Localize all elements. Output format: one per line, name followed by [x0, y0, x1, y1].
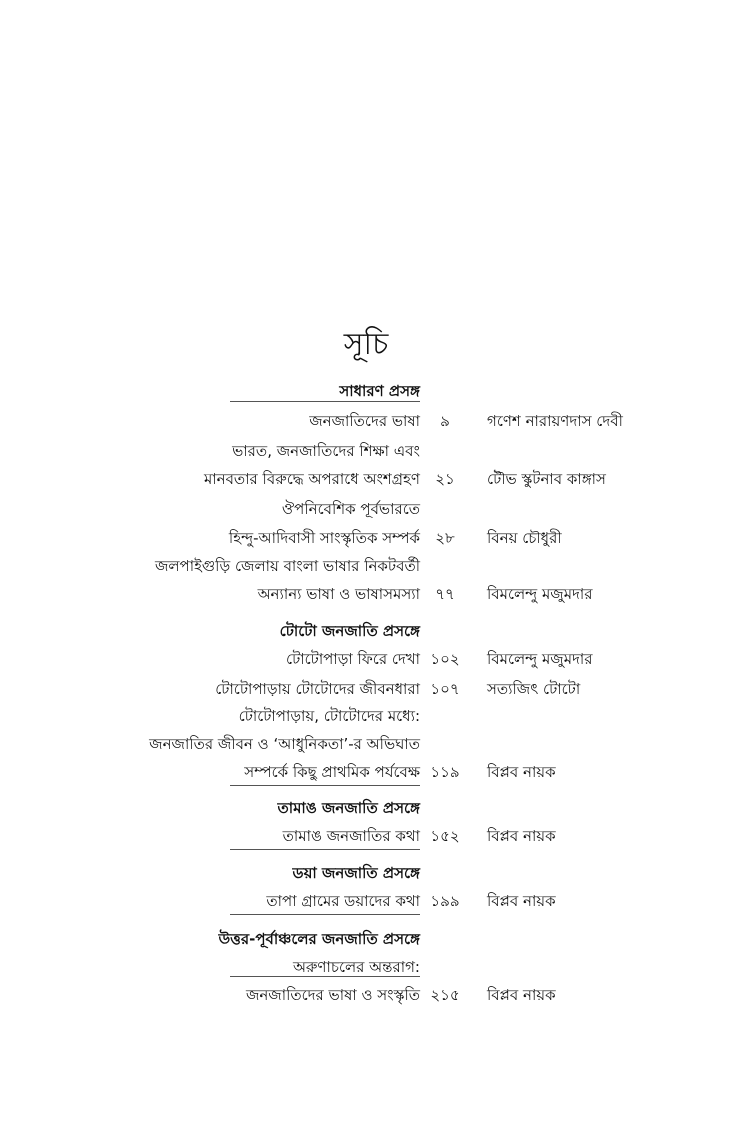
- toc-heading: সূচি: [343, 327, 389, 362]
- toc-section-heading: তামাঙ জনজাতি প্রসঙ্গে: [277, 799, 420, 817]
- toc-author: বিপ্লব নায়ক: [487, 827, 556, 845]
- toc-page-number: ২১৫: [430, 986, 460, 1004]
- section-divider: [230, 849, 420, 850]
- section-divider: [230, 914, 420, 915]
- toc-entry-title: হিন্দু-আদিবাসী সাংস্কৃতিক সম্পর্ক: [228, 529, 420, 547]
- toc-entry-title: ঔপনিবেশিক পূর্বভারতে: [281, 500, 420, 518]
- toc-page-number: ১০৭: [430, 680, 460, 698]
- toc-page-number: ১০২: [430, 650, 460, 668]
- toc-entry-title: মানবতার বিরুদ্ধে অপরাধে অংশগ্রহণ: [203, 470, 420, 488]
- toc-section-heading: উত্তর-পূর্বাঞ্চলের জনজাতি প্রসঙ্গে: [218, 930, 420, 948]
- toc-section-heading: ডয়া জনজাতি প্রসঙ্গে: [292, 864, 420, 882]
- toc-entry-title: টোটোপাড়া ফিরে দেখা: [286, 650, 420, 668]
- toc-author: বিপ্লব নায়ক: [487, 892, 556, 910]
- toc-author: গণেশ নারায়ণদাস দেবী: [487, 412, 623, 430]
- toc-author: বিনয় চৌধুরী: [487, 529, 562, 547]
- toc-entry-title: টোটোপাড়ায়, টোটোদের মধ্যে:: [238, 707, 420, 725]
- toc-entry-title: সম্পর্কে কিছু প্রাথমিক পর্যবেক্ষ: [244, 763, 420, 781]
- toc-author: বিমলেন্দু মজুমদার: [487, 650, 593, 668]
- toc-author: টৌভ স্কুটনাব কাঙ্গাস: [487, 470, 606, 488]
- toc-entry-title: টোটোপাড়ায় টোটোদের জীবনধারা: [215, 680, 420, 698]
- toc-entry-title: জনজাতিদের ভাষা ও সংস্কৃতি: [245, 986, 420, 1004]
- toc-entry-title: তাপা গ্রামের ডয়াদের কথা: [266, 892, 420, 910]
- toc-entry-title: জনজাতিদের ভাষা: [309, 412, 420, 430]
- toc-entry-title: ভারত, জনজাতিদের শিক্ষা এবং: [232, 442, 420, 460]
- toc-page-number: ১১৯: [430, 763, 460, 781]
- toc-entry-title: তামাঙ জনজাতির কথা: [282, 827, 420, 845]
- toc-author: সত্যজিৎ টোটো: [487, 680, 581, 698]
- section-divider: [230, 976, 420, 977]
- toc-page-number: ১৯৯: [430, 892, 460, 910]
- toc-entry-title: জনজাতির জীবন ও ‘আধুনিকতা’-র অভিঘাত: [149, 735, 420, 753]
- toc-page-number: ২৮: [435, 529, 455, 547]
- toc-author: বিমলেন্দু মজুমদার: [487, 585, 593, 603]
- toc-page-number: ২১: [435, 470, 455, 488]
- toc-page-number: ৭৭: [435, 585, 455, 603]
- toc-page-number: ১৫২: [430, 827, 460, 845]
- section-divider: [230, 785, 420, 786]
- toc-entry-title: জলপাইগুড়ি জেলায় বাংলা ভাষার নিকটবর্তী: [154, 557, 420, 575]
- toc-entry-title: অরুণাচলের অন্তরাগ:: [292, 958, 420, 976]
- toc-section-heading: সাধারণ প্রসঙ্গ: [339, 382, 420, 400]
- toc-section-heading: টোটো জনজাতি প্রসঙ্গে: [279, 622, 420, 640]
- toc-entry-title: অন্যান্য ভাষা ও ভাষাসমস্যা: [257, 585, 420, 603]
- toc-author: বিপ্লব নায়ক: [487, 986, 556, 1004]
- toc-author: বিপ্লব নায়ক: [487, 763, 556, 781]
- section-divider: [230, 401, 420, 402]
- toc-page-number: ৯: [440, 412, 450, 430]
